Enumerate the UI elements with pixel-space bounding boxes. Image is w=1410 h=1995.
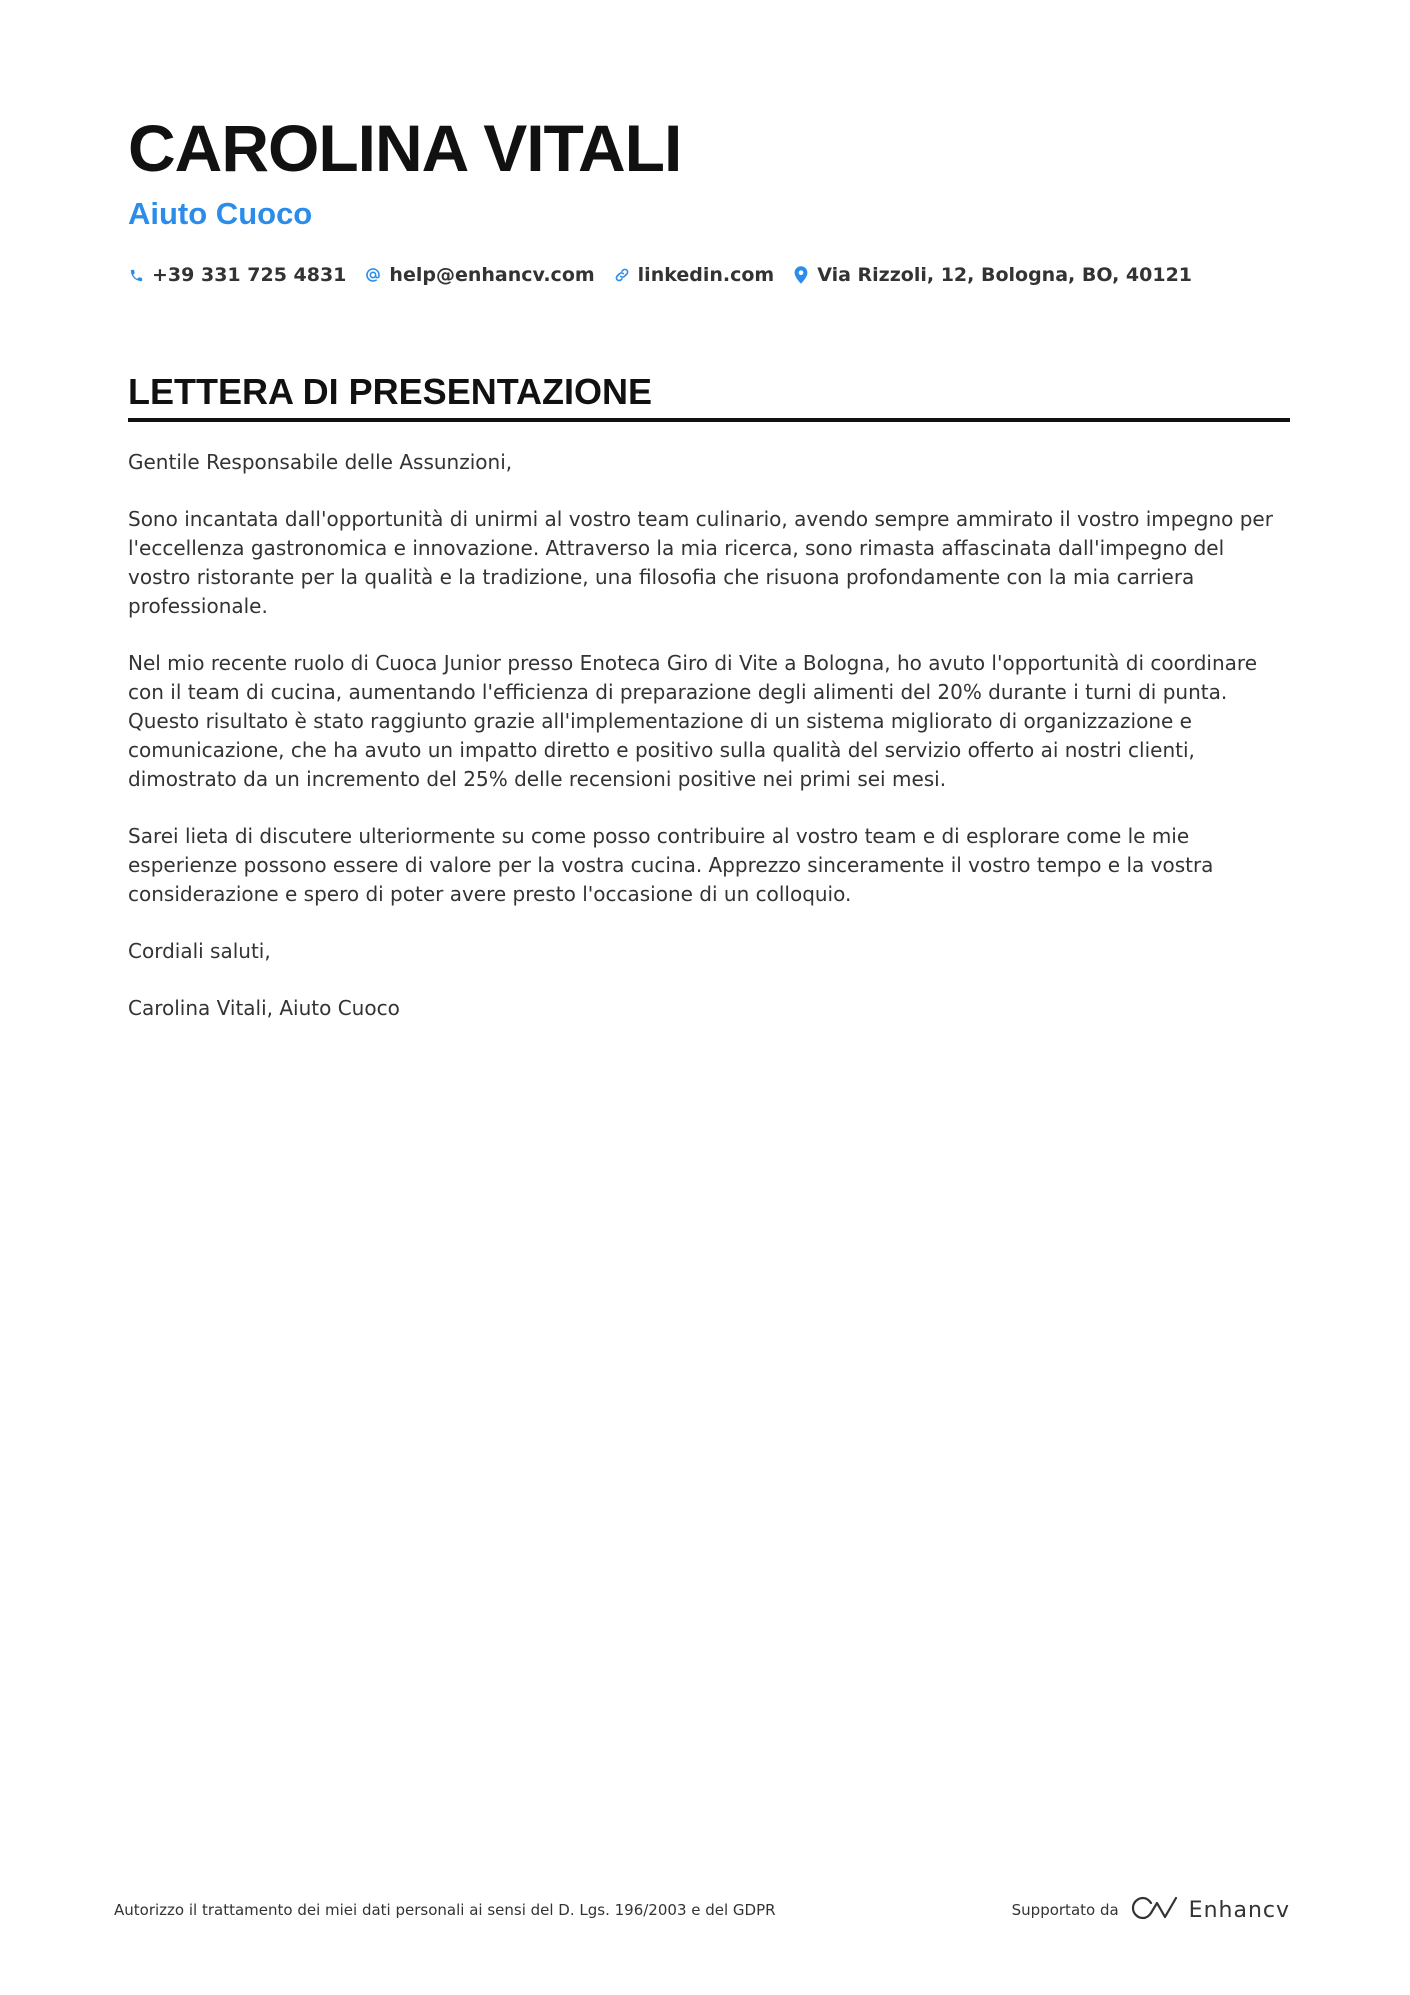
letter-body <box>128 448 1290 1023</box>
contact-email[interactable] <box>365 264 594 286</box>
link-icon <box>614 266 630 284</box>
location-pin-icon <box>793 266 809 284</box>
page-footer <box>114 1890 1290 1930</box>
phone-number: +39 331 725 4831 <box>152 264 347 286</box>
postal-address: Via Rizzoli, 12, Bologna, BO, 40121 <box>817 264 1193 286</box>
phone-icon <box>128 266 144 284</box>
section-title: LETTERA DI PRESENTAZIONE <box>128 370 1290 422</box>
letter-paragraph-1: Sono incantata dall'opportunità di unirmi al vostro team culinario, avendo sempre ammirato il vostro impegno per l'eccellenza gastronomica e innovazione. Attraverso la mia ricerca, sono rimasta affascinata dall'impegno del vostro ristorante per la qualità e la tradizione, una filosofia che risuona profondamente con la mia carriera professionale. <box>128 507 1273 618</box>
email-address: help@enhancv.com <box>389 264 595 286</box>
applicant-name: CAROLINA VITALI <box>128 111 682 185</box>
enhancv-logo-icon <box>1131 1895 1179 1925</box>
letter-greeting: Gentile Responsabile delle Assunzioni, <box>128 450 513 474</box>
linkedin-url: linkedin.com <box>637 264 775 286</box>
cover-letter-page <box>128 110 1290 1051</box>
contact-info <box>128 260 1290 290</box>
privacy-consent: Autorizzo il trattamento dei miei dati personali ai sensi del D. Lgs. 196/2003 e del GDPR <box>114 1901 776 1919</box>
letter-signature: Carolina Vitali, Aiuto Cuoco <box>128 996 400 1020</box>
at-icon <box>365 266 381 284</box>
contact-phone[interactable] <box>128 264 346 286</box>
letter-closing: Cordiali saluti, <box>128 939 271 963</box>
powered-by[interactable] <box>1012 1895 1290 1925</box>
applicant-role: Aiuto Cuoco <box>128 196 313 231</box>
brand-name: Enhancv <box>1188 1897 1290 1923</box>
letter-paragraph-2: Nel mio recente ruolo di Cuoca Junior presso Enoteca Giro di Vite a Bologna, ho avuto l'opportunità di coordinare con il team di cucina, aumentando l'efficienza di preparazione degli alimenti del 20% durante i turni di punta. Questo risultato è stato raggiunto grazie all'implementazione di un sistema migliorato di organizzazione e comunicazione, che ha avuto un impatto diretto e positivo sulla qualità del servizio offerto ai nostri clienti, dimostrato da un incremento del 25% delle recensioni positive nei primi sei mesi. <box>128 651 1257 791</box>
letter-paragraph-3: Sarei lieta di discutere ulteriormente su come posso contribuire al vostro team e di esplorare come le mie esperienze possono essere di valore per la vostra cucina. Apprezzo sinceramente il vostro tempo e la vostra considerazione e spero di poter avere presto l'occasione di un colloquio. <box>128 824 1214 906</box>
contact-linkedin[interactable] <box>614 264 775 286</box>
contact-address <box>793 264 1192 286</box>
powered-by-label: Supportato da <box>1011 1901 1119 1919</box>
